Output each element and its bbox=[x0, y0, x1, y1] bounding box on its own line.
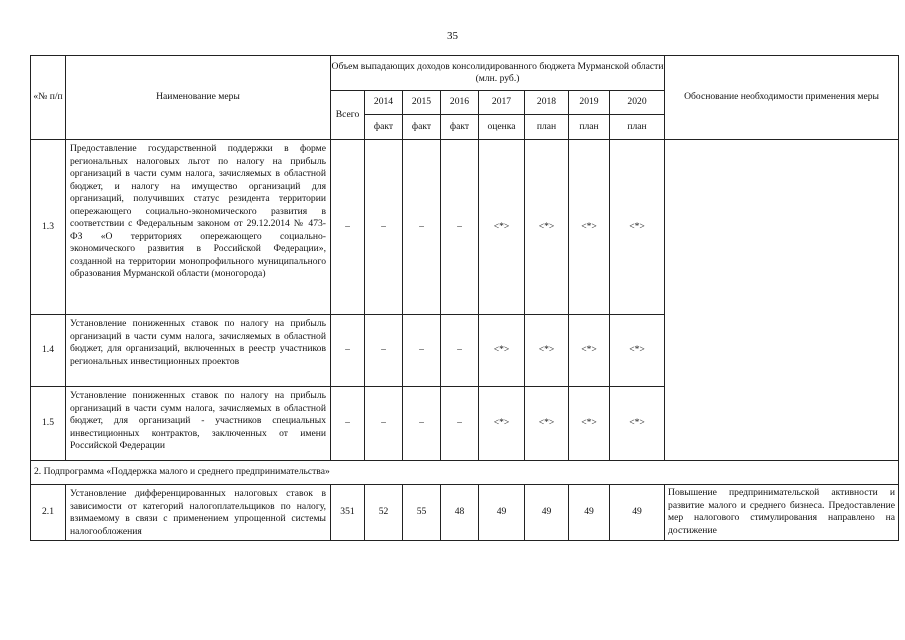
value-cell: 49 bbox=[610, 485, 665, 541]
header-status: факт bbox=[365, 115, 403, 140]
value-cell: 49 bbox=[569, 485, 610, 541]
value-cell: – bbox=[441, 140, 479, 315]
header-year: 2016 bbox=[441, 91, 479, 115]
table-row bbox=[31, 140, 899, 315]
header-year: 2015 bbox=[403, 91, 441, 115]
header-year: 2018 bbox=[525, 91, 569, 115]
value-cell: <*> bbox=[610, 387, 665, 461]
value-cell: <*> bbox=[610, 315, 665, 387]
row-number: 1.3 bbox=[31, 140, 66, 315]
value-cell: – bbox=[365, 315, 403, 387]
value-cell: – bbox=[403, 140, 441, 315]
header-measure-name: Наименование меры bbox=[66, 56, 331, 140]
header-justification: Обоснование необходимости применения меры bbox=[665, 56, 899, 140]
tax-measures-table bbox=[30, 55, 899, 541]
value-cell: <*> bbox=[525, 387, 569, 461]
value-cell: – bbox=[441, 387, 479, 461]
measure-name: Установление пониженных ставок по налогу на прибыль организаций в части сумм налога, зачисляемых в областной бюджет, для организаций, включенных в реестр участников региональных инвестиционных проектов bbox=[66, 315, 331, 387]
header-year: 2020 bbox=[610, 91, 665, 115]
value-cell: <*> bbox=[525, 140, 569, 315]
value-cell: <*> bbox=[479, 315, 525, 387]
measure-name: Установление пониженных ставок по налогу на прибыль организаций в части сумм налога, зачисляемых в областной бюджет, для организаций - участников специальных инвестиционных контрактов, заключенных от имени Российской Федерации bbox=[66, 387, 331, 461]
page-number: 35 bbox=[447, 30, 458, 42]
header-status: план bbox=[610, 115, 665, 140]
header-total: Всего bbox=[331, 91, 365, 140]
table-row bbox=[31, 485, 899, 541]
value-cell: – bbox=[331, 140, 365, 315]
section-title: 2. Подпрограмма «Поддержка малого и среднего предпринимательства» bbox=[31, 461, 899, 485]
value-cell: <*> bbox=[525, 315, 569, 387]
header-year: 2017 bbox=[479, 91, 525, 115]
value-cell: <*> bbox=[569, 315, 610, 387]
header-status: факт bbox=[403, 115, 441, 140]
header-year: 2019 bbox=[569, 91, 610, 115]
header-num: «№ п/п bbox=[31, 56, 66, 140]
value-cell: 49 bbox=[479, 485, 525, 541]
header-status: факт bbox=[441, 115, 479, 140]
header-status: оценка bbox=[479, 115, 525, 140]
value-cell: <*> bbox=[479, 140, 525, 315]
value-cell: – bbox=[331, 315, 365, 387]
row-number: 2.1 bbox=[31, 485, 66, 541]
value-cell: – bbox=[403, 387, 441, 461]
header-status: план bbox=[525, 115, 569, 140]
header-year: 2014 bbox=[365, 91, 403, 115]
value-cell: – bbox=[403, 315, 441, 387]
value-cell: 351 bbox=[331, 485, 365, 541]
row-number: 1.5 bbox=[31, 387, 66, 461]
value-cell: 55 bbox=[403, 485, 441, 541]
value-cell: <*> bbox=[610, 140, 665, 315]
value-cell: 48 bbox=[441, 485, 479, 541]
value-cell: <*> bbox=[569, 140, 610, 315]
value-cell: <*> bbox=[569, 387, 610, 461]
value-cell: – bbox=[441, 315, 479, 387]
header-status: план bbox=[569, 115, 610, 140]
value-cell: <*> bbox=[479, 387, 525, 461]
header-budget-volume: Объем выпадающих доходов консолидированного бюджета Мурманской области (млн. руб.) bbox=[331, 56, 665, 91]
section-row bbox=[31, 461, 899, 485]
measure-name: Установление дифференцированных налоговых ставок в зависимости от категорий налогоплательщиков по налогу, взимаемому в связи с применением упрощенной системы налогообложения bbox=[66, 485, 331, 541]
value-cell: 52 bbox=[365, 485, 403, 541]
justification-cell bbox=[665, 140, 899, 461]
value-cell: – bbox=[365, 387, 403, 461]
value-cell: – bbox=[331, 387, 365, 461]
justification-text: Повышение предпринимательской активности и развитие малого и среднего бизнеса. Предоставление мер налогового стимулирования направлено на достижение bbox=[665, 485, 899, 541]
measure-name: Предоставление государственной поддержки в форме региональных налоговых льгот по налогу на прибыль организаций в части сумм налога, зачисляемых в областной бюджет, и налогу на имущество организаций для организаций, получивших статус резидента территории опережающего социально-экономического развития в соответствии с Федеральным законом от 29.12.2014 № 473-ФЗ «О территориях опережающего социально-экономического развития в Российской Федерации», созданной на территории монопрофильного муниципального образования Мурманской области (моногорода) bbox=[66, 140, 331, 315]
row-number: 1.4 bbox=[31, 315, 66, 387]
value-cell: – bbox=[365, 140, 403, 315]
value-cell: 49 bbox=[525, 485, 569, 541]
